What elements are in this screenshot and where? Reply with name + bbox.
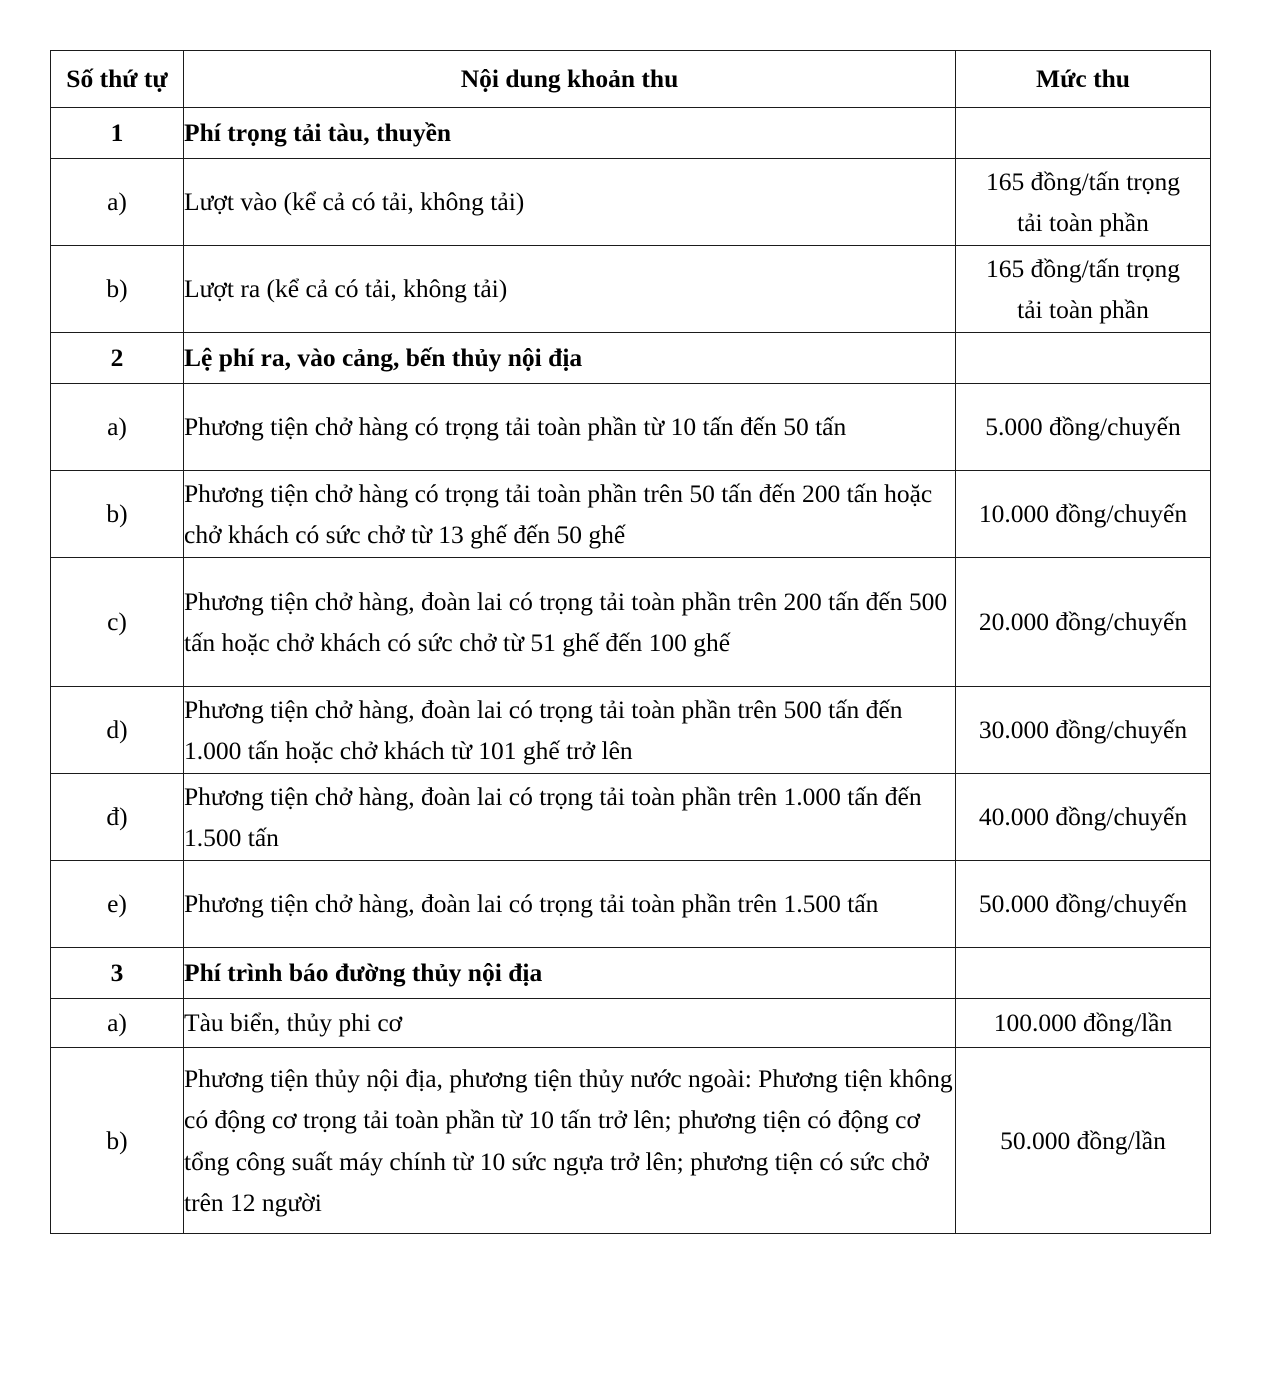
fee-schedule-table	[50, 50, 1211, 1234]
row-content: Phương tiện chở hàng có trọng tải toàn phần từ 10 tấn đến 50 tấn	[184, 384, 956, 471]
row-content: Lượt ra (kể cả có tải, không tải)	[184, 246, 956, 333]
row-content: Phương tiện chở hàng, đoàn lai có trọng tải toàn phần trên 500 tấn đến 1.000 tấn hoặc chở khách từ 101 ghế trở lên	[184, 687, 956, 774]
row-ordinal: đ)	[51, 774, 184, 861]
row-ordinal: b)	[51, 1048, 184, 1234]
table-row	[51, 246, 1211, 333]
row-amount: 30.000 đồng/chuyến	[956, 687, 1211, 774]
row-content: Phương tiện chở hàng, đoàn lai có trọng tải toàn phần trên 1.000 tấn đến 1.500 tấn	[184, 774, 956, 861]
table-row	[51, 471, 1211, 558]
table-row	[51, 1048, 1211, 1234]
row-amount: 20.000 đồng/chuyến	[956, 558, 1211, 687]
row-amount-line: 165 đồng/tấn trọng	[985, 166, 1181, 196]
table-row-section	[51, 948, 1211, 999]
table-body	[51, 108, 1211, 1234]
table-row	[51, 999, 1211, 1048]
table-row	[51, 687, 1211, 774]
column-header-noi-dung: Nội dung khoản thu	[184, 51, 956, 108]
row-amount-line: tải toàn phần	[1017, 208, 1149, 237]
row-amount: 50.000 đồng/lần	[956, 1048, 1211, 1234]
row-content: Phương tiện chở hàng, đoàn lai có trọng tải toàn phần trên 200 tấn đến 500 tấn hoặc chở khách có sức chở từ 51 ghế đến 100 ghế	[184, 558, 956, 687]
table-row	[51, 861, 1211, 948]
row-ordinal: 1	[51, 108, 184, 159]
table-row	[51, 159, 1211, 246]
row-ordinal: 2	[51, 333, 184, 384]
row-amount	[956, 159, 1211, 246]
table-row-section	[51, 333, 1211, 384]
row-amount-line: 165 đồng/tấn trọng	[985, 253, 1181, 283]
column-header-stt: Số thứ tự	[51, 51, 184, 108]
row-ordinal: d)	[51, 687, 184, 774]
column-header-muc-thu: Mức thu	[956, 51, 1211, 108]
row-amount	[956, 948, 1211, 999]
row-content: Lượt vào (kể cả có tải, không tải)	[184, 159, 956, 246]
row-content: Phí trọng tải tàu, thuyền	[184, 108, 956, 159]
row-amount: 50.000 đồng/chuyến	[956, 861, 1211, 948]
table-row	[51, 558, 1211, 687]
row-ordinal: a)	[51, 999, 184, 1048]
table-row	[51, 774, 1211, 861]
row-ordinal: b)	[51, 471, 184, 558]
table-row	[51, 384, 1211, 471]
row-content: Phí trình báo đường thủy nội địa	[184, 948, 956, 999]
row-ordinal: e)	[51, 861, 184, 948]
row-content: Phương tiện thủy nội địa, phương tiện thủy nước ngoài: Phương tiện không có động cơ trọng tải toàn phần từ 10 tấn trở lên; phương tiện có động cơ tổng công suất máy chính từ 10 sức ngựa trở lên; phương tiện có sức chở trên 12 người	[184, 1048, 956, 1234]
table-header-row	[51, 51, 1211, 108]
row-content: Tàu biển, thủy phi cơ	[184, 999, 956, 1048]
row-amount	[956, 246, 1211, 333]
row-amount: 10.000 đồng/chuyến	[956, 471, 1211, 558]
table-header	[51, 51, 1211, 108]
row-amount: 100.000 đồng/lần	[956, 999, 1211, 1048]
row-content: Phương tiện chở hàng, đoàn lai có trọng tải toàn phần trên 1.500 tấn	[184, 861, 956, 948]
row-amount-line: tải toàn phần	[1017, 295, 1149, 324]
row-amount: 5.000 đồng/chuyến	[956, 384, 1211, 471]
row-content: Lệ phí ra, vào cảng, bến thủy nội địa	[184, 333, 956, 384]
row-ordinal: 3	[51, 948, 184, 999]
row-ordinal: a)	[51, 159, 184, 246]
row-ordinal: b)	[51, 246, 184, 333]
row-amount	[956, 333, 1211, 384]
row-ordinal: a)	[51, 384, 184, 471]
table-row-section	[51, 108, 1211, 159]
row-content: Phương tiện chở hàng có trọng tải toàn phần trên 50 tấn đến 200 tấn hoặc chở khách có sức chở từ 13 ghế đến 50 ghế	[184, 471, 956, 558]
row-amount	[956, 108, 1211, 159]
row-amount: 40.000 đồng/chuyến	[956, 774, 1211, 861]
row-ordinal: c)	[51, 558, 184, 687]
